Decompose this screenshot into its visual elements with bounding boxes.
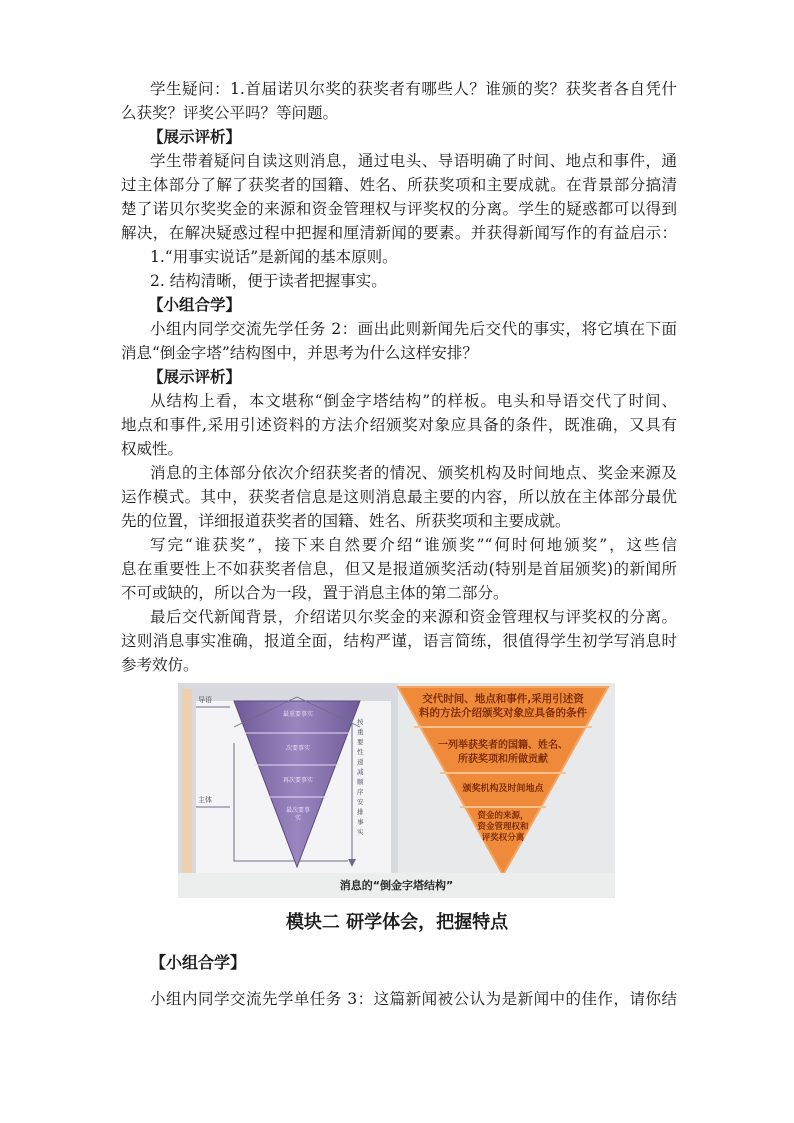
- paragraph-line: 运作模式。其中，获奖者信息是这则消息最主要的内容，所以放在主体部分最优: [121, 488, 677, 506]
- paragraph-line: 过主体部分了解了获奖者的国籍、姓名、所获奖项和主要成就。在背景部分搞清: [121, 176, 677, 194]
- figure-caption: 消息的“倒金字塔结构”: [339, 879, 454, 892]
- section-heading: 【展示评析】: [148, 367, 242, 386]
- paragraph-line: 息在重要性上不如获奖者信息，但又是报道颁奖活动(特别是首届颁奖)的新闻所: [121, 560, 677, 578]
- list-item: 1.“用事实说话”是新闻的基本原则。: [150, 248, 398, 266]
- paragraph-line: 小组内同学交流先学任务 2：画出此则新闻先后交代的事实，将它填在下面: [150, 320, 677, 338]
- lead-label: 导语: [198, 696, 212, 704]
- tier-label: 最次要事实: [285, 807, 310, 822]
- paragraph-line: 参考效仿。: [121, 656, 199, 674]
- tier-label: 再次要事实: [282, 777, 313, 784]
- paragraph-line: 这则消息事实准确，报道全面，结构严谨，语言简练，很值得学生初学写消息时: [121, 632, 677, 650]
- paragraph-line: 写完“谁获奖”，接下来自然要介绍“谁颁奖”“何时何地颁奖”，这些信: [150, 536, 677, 554]
- vertical-note: 按重要性递减顺序安排事实: [357, 718, 364, 836]
- tier-text: 一列举获奖者的国籍、姓名、 所获奖项和所做贡献: [438, 740, 568, 765]
- paragraph-line: 从结构上看，本文堪称“倒金字塔结构”的样板。电头和导语交代了时间、: [150, 392, 677, 410]
- body-label: 主体: [198, 796, 212, 804]
- inverted-pyramid-figure: [178, 683, 615, 898]
- section-heading: 【小组合学】: [150, 953, 247, 972]
- paragraph-line: 最后交代新闻背景，介绍诺贝尔奖金的来源和资金管理权与评奖权的分离。: [150, 608, 677, 626]
- section-heading: 【展示评析】: [148, 127, 242, 146]
- paragraph-line: 消息的主体部分依次介绍获奖者的情况、颁奖机构及时间地点、奖金来源及: [150, 464, 677, 482]
- module-title: 模块二 研学体会，把握特点: [285, 912, 509, 933]
- paragraph-line: 解决，在解决疑惑过程中把握和厘清新闻的要素。并获得新闻写作的有益启示：: [121, 224, 677, 242]
- paragraph-line: 权威性。: [121, 440, 184, 458]
- paragraph-line: 地点和事件,采用引述资料的方法介绍颁奖对象应具备的条件，既准确，又具有: [121, 416, 677, 434]
- paragraph-line: 学生疑问：1.首届诺贝尔奖的获奖者有哪些人？谁颁的奖？获奖者各自凭什: [150, 80, 677, 98]
- paragraph-line: 么获奖？评奖公平吗？等问题。: [121, 104, 339, 122]
- list-item: 2. 结构清晰，便于读者把握事实。: [150, 272, 387, 290]
- tier-text: 颁奖机构及时间地点: [462, 784, 544, 794]
- paragraph-line: 先的位置，详细报道获奖者的国籍、姓名、所获奖项和主要成就。: [121, 512, 571, 530]
- paragraph-line: 学生带着疑问自读这则消息，通过电头、导语明确了时间、地点和事件，通: [150, 152, 677, 170]
- tier-text: 交代时间、地点和事件,采用引述资 料的方法介绍颁奖对象应具备的条件: [419, 693, 587, 719]
- tier-label: 次要事实: [285, 745, 310, 752]
- tier-label: 最重要事实: [282, 711, 313, 718]
- paragraph-line: 小组内同学交流先学单任务 3：这篇新闻被公认为是新闻中的佳作，请你结: [150, 990, 677, 1008]
- paragraph-line: 消息“倒金字塔”结构图中，并思考为什么这样安排？: [121, 344, 478, 362]
- paragraph-line: 不可或缺的，所以合为一段，置于消息主体的第二部分。: [121, 584, 509, 602]
- paragraph-line: 楚了诺贝尔奖奖金的来源和资金管理权与评奖权的分离。学生的疑惑都可以得到: [121, 200, 677, 218]
- tier-text: 资金的来源， 资金管理权和 评奖权分离: [477, 811, 529, 843]
- section-heading: 【小组合学】: [148, 295, 242, 314]
